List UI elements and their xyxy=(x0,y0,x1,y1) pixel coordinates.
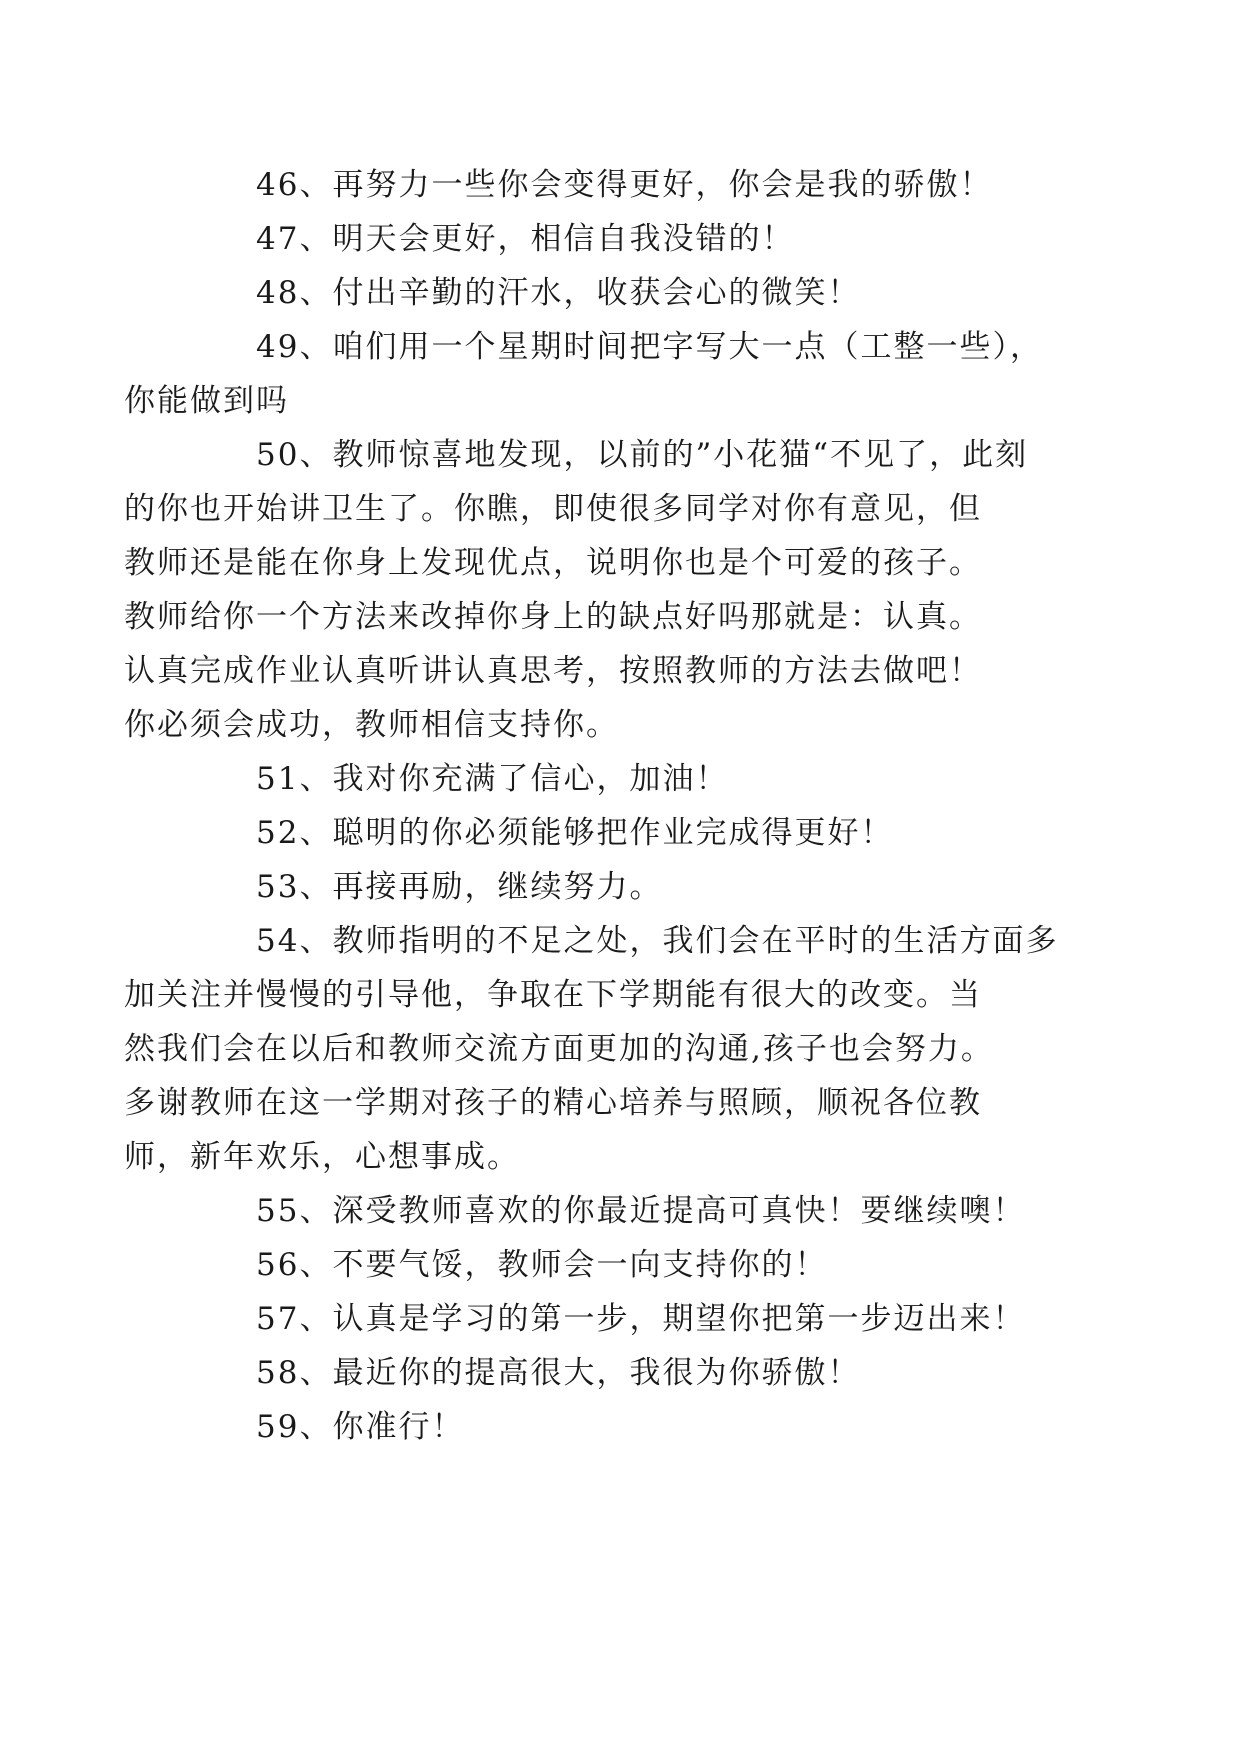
text-line: 教师还是能在你身上发现优点，说明你也是个可爱的孩子。 xyxy=(124,545,982,581)
text-line: 你必须会成功，教师相信支持你。 xyxy=(124,707,619,743)
text-line: 57、认真是学习的第一步，期望你把第一步迈出来！ xyxy=(256,1301,1026,1337)
text-line: 58、最近你的提高很大，我很为你骄傲！ xyxy=(256,1355,861,1391)
text-line: 55、深受教师喜欢的你最近提高可真快！要继续噢！ xyxy=(256,1193,1026,1229)
text-line: 53、再接再励，继续努力。 xyxy=(256,869,663,905)
text-line: 48、付出辛勤的汗水，收获会心的微笑！ xyxy=(256,275,861,311)
text-line: 然我们会在以后和教师交流方面更加的沟通,孩子也会努力。 xyxy=(124,1031,994,1067)
document-body xyxy=(124,158,1070,1454)
text-line: 多谢教师在这一学期对孩子的精心培养与照顾，顺祝各位教 xyxy=(124,1085,982,1121)
text-line: 59、你准行！ xyxy=(256,1409,465,1445)
paragraph xyxy=(190,1346,1070,1400)
paragraph xyxy=(190,1400,1070,1454)
text-line: 教师给你一个方法来改掉你身上的缺点好吗那就是：认真。 xyxy=(124,599,982,635)
text-line: 47、明天会更好，相信自我没错的！ xyxy=(256,221,795,257)
paragraph xyxy=(124,320,1070,428)
text-line: 的你也开始讲卫生了。你瞧，即使很多同学对你有意见，但 xyxy=(124,491,982,527)
paragraph xyxy=(190,212,1070,266)
text-line: 56、不要气馁，教师会一向支持你的！ xyxy=(256,1247,828,1283)
text-line: 52、聪明的你必须能够把作业完成得更好！ xyxy=(256,815,894,851)
text-line: 46、再努力一些你会变得更好，你会是我的骄傲！ xyxy=(256,167,993,203)
text-line: 认真完成作业认真听讲认真思考，按照教师的方法去做吧！ xyxy=(124,653,982,689)
text-line: 54、教师指明的不足之处，我们会在平时的生活方面多 xyxy=(256,923,1059,959)
paragraph xyxy=(190,266,1070,320)
paragraph xyxy=(190,1238,1070,1292)
text-line: 51、我对你充满了信心，加油！ xyxy=(256,761,729,797)
paragraph xyxy=(190,752,1070,806)
text-line: 师，新年欢乐，心想事成。 xyxy=(124,1139,520,1175)
paragraph xyxy=(190,806,1070,860)
paragraph xyxy=(124,428,1070,752)
paragraph xyxy=(190,1184,1070,1238)
text-line: 49、咱们用一个星期时间把字写大一点（工整一些）， xyxy=(256,329,1043,365)
paragraph xyxy=(190,860,1070,914)
paragraph xyxy=(190,1292,1070,1346)
paragraph xyxy=(190,158,1070,212)
text-line: 你能做到吗 xyxy=(124,383,289,419)
text-line: 50、教师惊喜地发现，以前的”小花猫“不见了，此刻 xyxy=(256,437,1029,473)
text-line: 加关注并慢慢的引导他，争取在下学期能有很大的改变。当 xyxy=(124,977,982,1013)
paragraph xyxy=(124,914,1070,1184)
